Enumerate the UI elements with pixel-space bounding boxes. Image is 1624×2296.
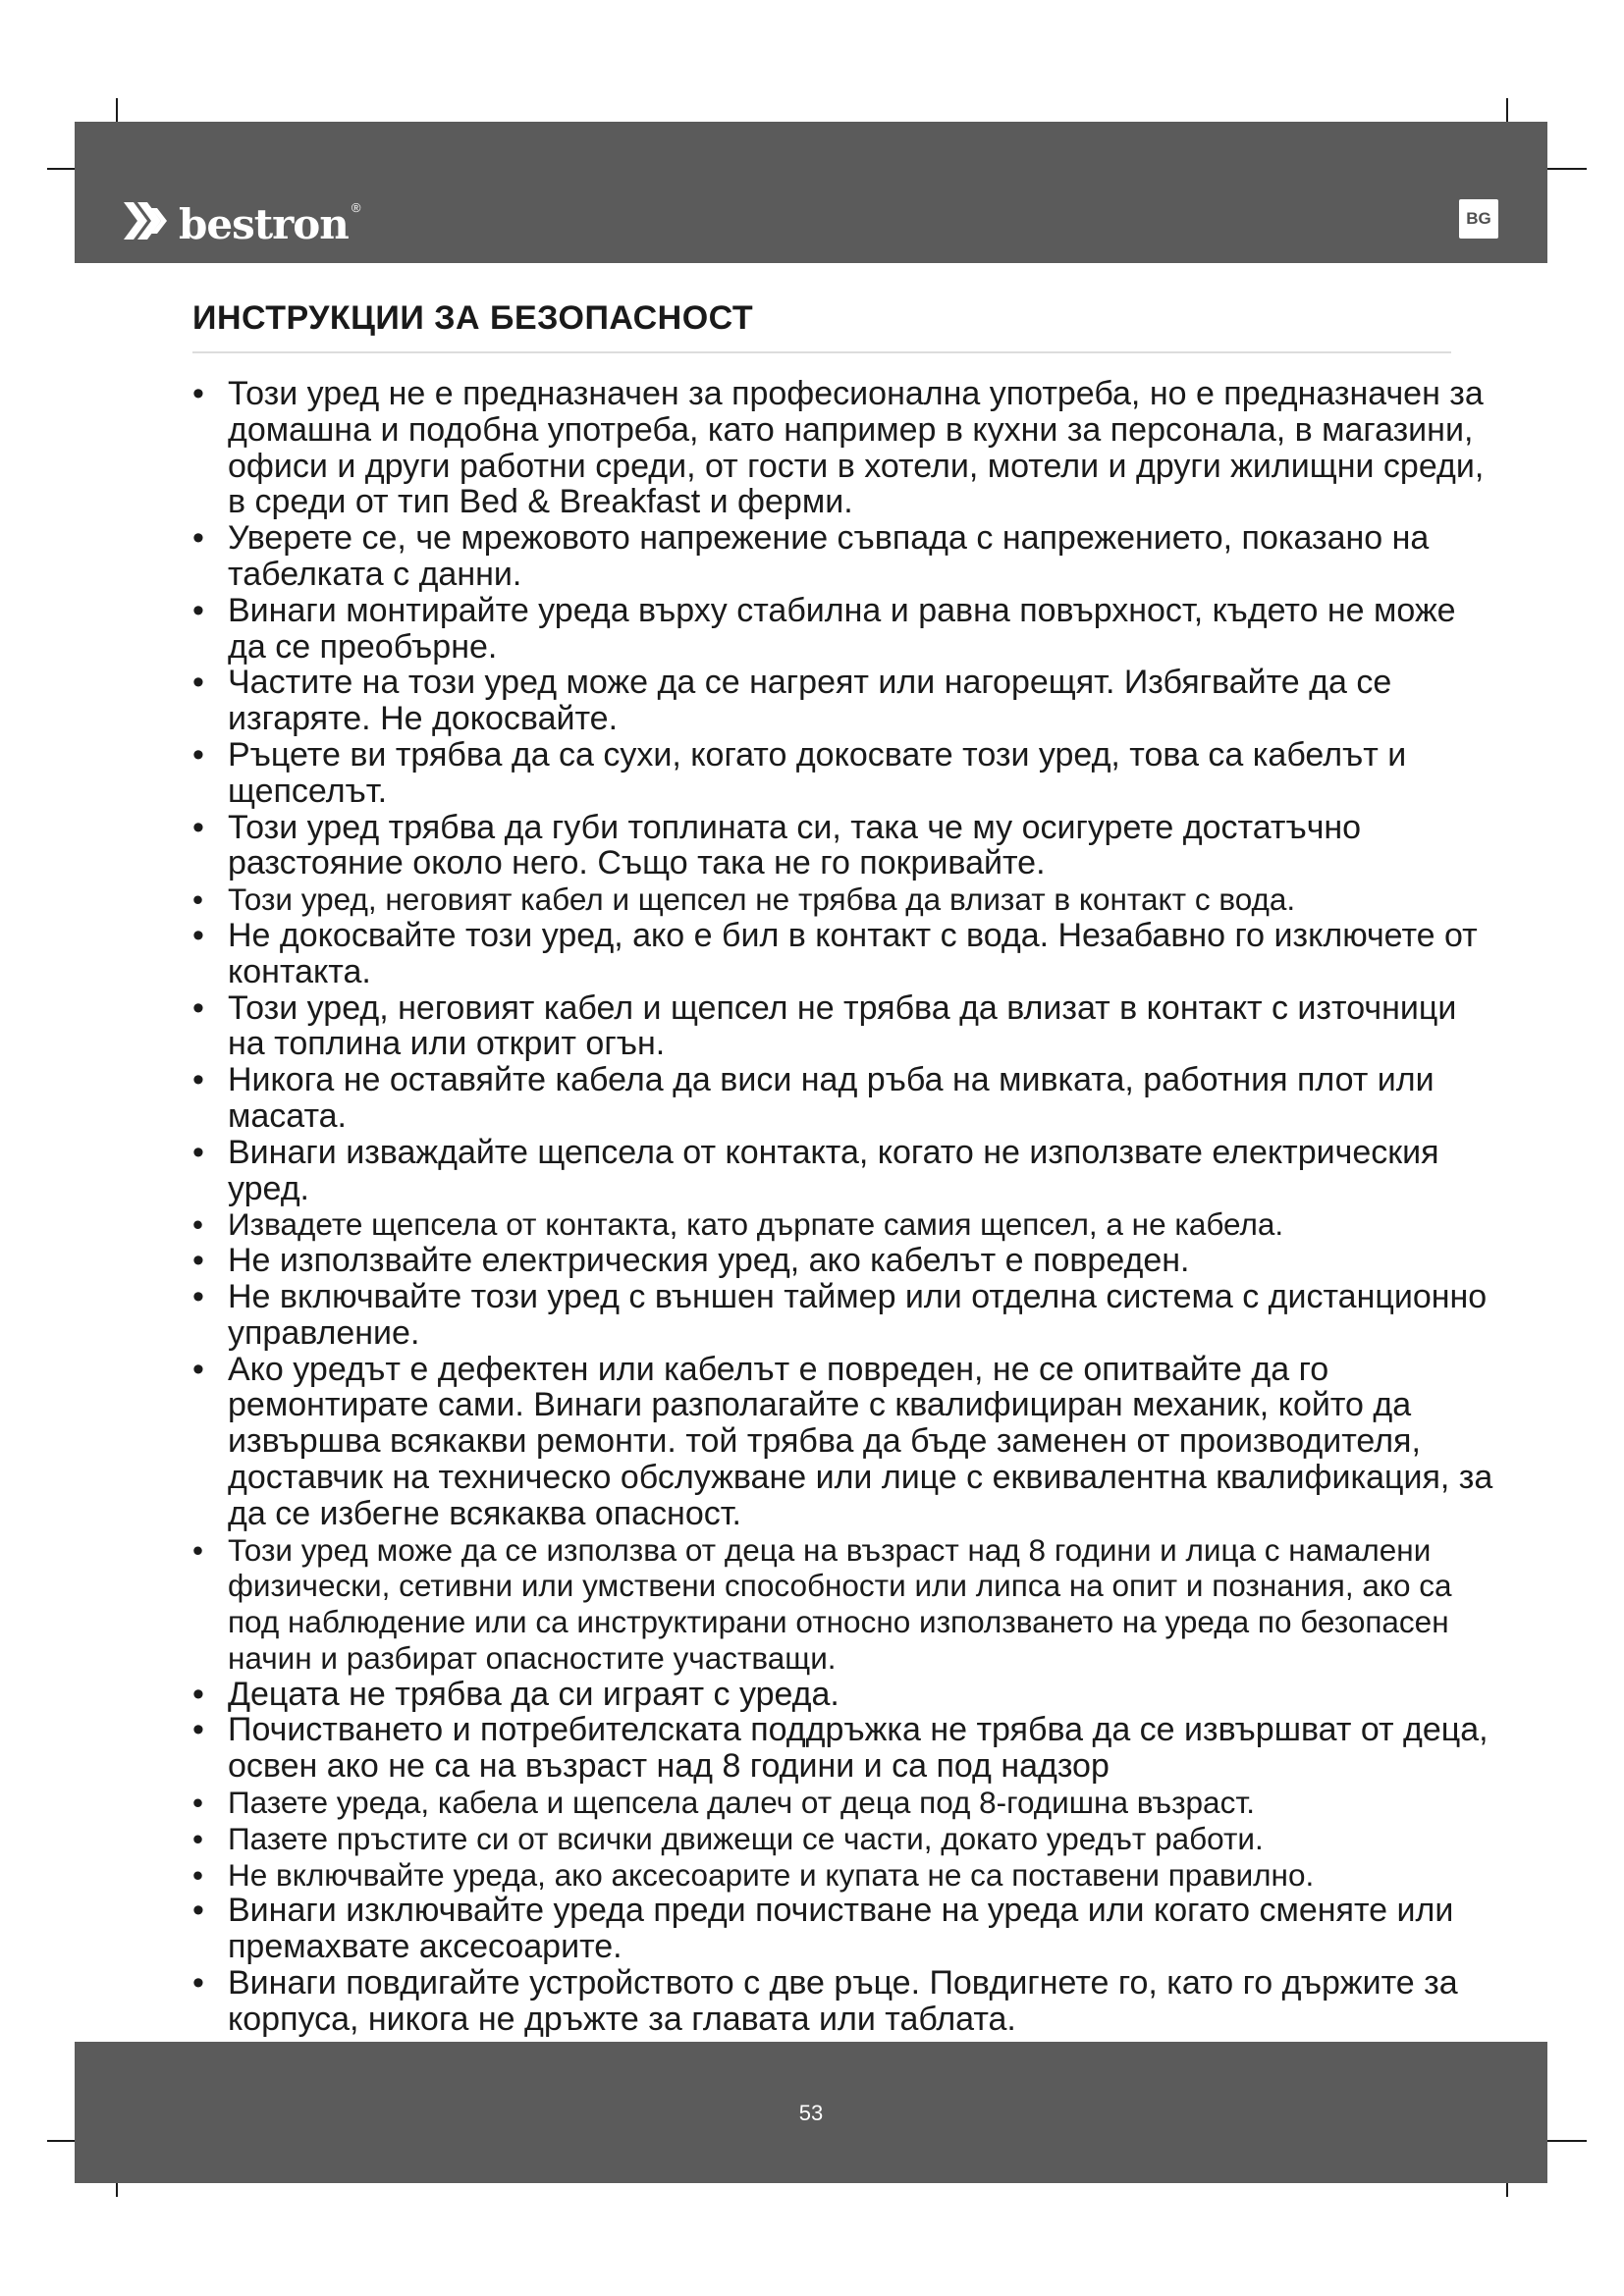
list-item: • Частите на този уред може да се нагреят или нагорещят. Избягвайте да се изгаряте. Не докосвайте. bbox=[192, 665, 1498, 737]
list-item: • Този уред, неговият кабел и щепсел не трябва да влизат в контакт с източници на топлина или открит огън. bbox=[192, 990, 1498, 1063]
list-item: • Пазете уреда, кабела и щепсела далеч от деца под 8-годишна възраст. bbox=[192, 1785, 1498, 1821]
list-item: • Този уред трябва да губи топлината си, така че му осигурете достатъчно разстояние около него. Също така не го покривайте. bbox=[192, 810, 1498, 882]
brand-logo bbox=[124, 194, 361, 248]
safety-instructions-list bbox=[192, 376, 1498, 2038]
list-item: • Този уред, неговият кабел и щепсел не трябва да влизат в контакт с вода. bbox=[192, 881, 1498, 918]
list-item: • Не включвайте този уред с външен таймер или отделна система с дистанционно управление. bbox=[192, 1279, 1498, 1352]
list-item: • Извадете щепсела от контакта, като дърпате самия щепсел, а не кабела. bbox=[192, 1206, 1498, 1243]
list-item: • Винаги изваждайте щепсела от контакта, когато не използвате електрическия уред. bbox=[192, 1135, 1498, 1207]
list-item: • Винаги повдигайте устройството с две ръце. Повдигнете го, като го държите за корпуса, никога не дръжте за главата или таблата. bbox=[192, 1965, 1498, 2038]
footer-band bbox=[75, 2042, 1547, 2183]
list-item: • Ръцете ви трябва да са сухи, когато докосвате този уред, това са кабелът и щепселът. bbox=[192, 737, 1498, 810]
list-item: • Пазете пръстите си от всички движещи се части, докато уредът работи. bbox=[192, 1821, 1498, 1857]
list-item: • Ако уредът е дефектен или кабелът е повреден, не се опитвайте да го ремонтирате сами. Винаги разполагайте с квалифициран механик, който да извършва всякакви ремонти. той трябва да бъде заменен от производителя, доставчик на техническо обслужване или лице с еквивалентна квалификация, за да се избегне всякаква опасност. bbox=[192, 1352, 1498, 1532]
page-number: 53 bbox=[798, 2101, 824, 2125]
list-item: • Не включвайте уреда, ако аксесоарите и купата не са поставени правилно. bbox=[192, 1857, 1498, 1894]
list-item: • Този уред може да се използва от деца на възраст над 8 години и лица с намалени физически, сетивни или умствени способности или липса на опит и познания, ако са под наблюдение или са инструктирани относно използването на уреда по безопасен начин и разбират опасностите участващи. bbox=[192, 1532, 1498, 1677]
list-item: • Почистването и потребителската поддръжка не трябва да се извършват от деца, освен ако не са на възраст над 8 години и са под надзор bbox=[192, 1712, 1498, 1785]
list-item: • Винаги монтирайте уреда върху стабилна и равна повърхност, където не може да се преобърне. bbox=[192, 593, 1498, 666]
registered-mark: ® bbox=[351, 200, 361, 215]
list-item: • Уверете се, че мрежовото напрежение съвпада с напрежението, показано на табелката с данни. bbox=[192, 520, 1498, 593]
list-item: • Винаги изключвайте уреда преди почистване на уреда или когато сменяте или премахвате аксесоарите. bbox=[192, 1893, 1498, 1965]
language-badge: BG bbox=[1459, 199, 1498, 239]
list-item: • Децата не трябва да си играят с уреда. bbox=[192, 1677, 1498, 1713]
title-divider bbox=[192, 351, 1451, 353]
list-item: • Не докосвайте този уред, ако е бил в контакт с вода. Незабавно го изключете от контакта. bbox=[192, 918, 1498, 990]
list-item: • Не използвайте електрическия уред, ако кабелът е повреден. bbox=[192, 1243, 1498, 1279]
list-item: • Никога не оставяйте кабела да виси над ръба на мивката, работния плот или масата. bbox=[192, 1062, 1498, 1135]
section-title: ИНСТРУКЦИИ ЗА БЕЗОПАСНОСТ bbox=[192, 299, 754, 337]
header-band bbox=[75, 122, 1547, 263]
chevrons-icon bbox=[124, 202, 173, 240]
list-item: • Този уред не е предназначен за професионална употреба, но е предназначен за домашна и подобна употреба, като например в кухни за персонала, в магазини, офиси и други работни среди, от гости в хотели, мотели и други жилищни среди, в среди от тип Bed & Breakfast и ферми. bbox=[192, 376, 1498, 520]
brand-name: bestron bbox=[179, 200, 349, 248]
